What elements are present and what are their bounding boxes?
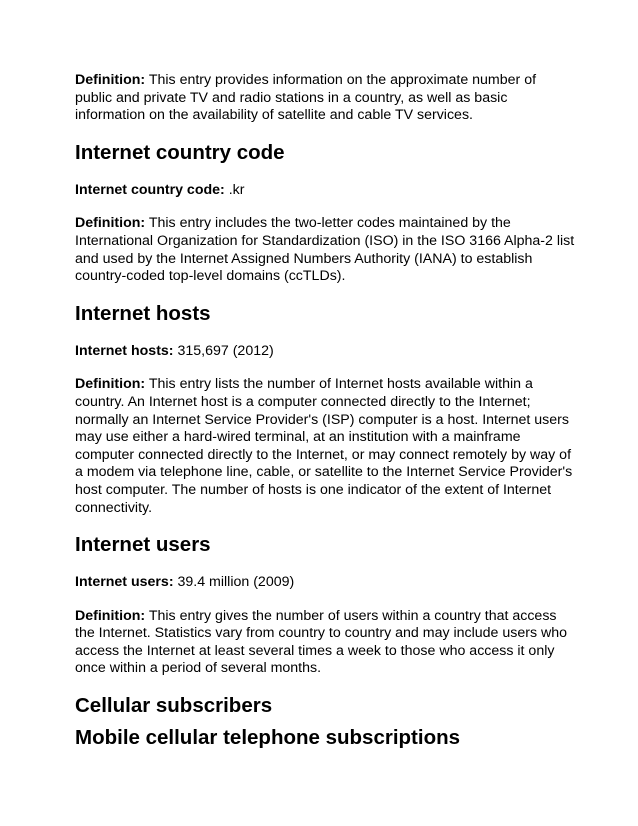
heading-cellular-subscribers: Cellular subscribers (75, 694, 273, 718)
definition-label: Definition: (75, 607, 146, 624)
users-definition (75, 608, 575, 678)
document-page (75, 72, 575, 750)
definition-label: Definition: (75, 215, 146, 232)
field-label: Internet users: (75, 574, 174, 591)
definition-text: This entry provides information on the approximate number of public and private TV and radio stations in a country, as well as basic information on the availability of satellite and cable TV services. (75, 72, 537, 124)
definition-text: This entry includes the two-letter codes maintained by the International Organization for Standardization (ISO) in the ISO 3166 Alpha-2 list and used by the Internet Assigned Numbers Authority (IANA) to establish country-coded top-level domains (ccTLDs). (75, 215, 575, 285)
users-field (75, 574, 575, 592)
field-label: Internet hosts: (75, 342, 174, 359)
field-label: Internet country code: (75, 181, 225, 198)
definition-label: Definition: (75, 376, 146, 393)
definition-text: This entry lists the number of Internet hosts available within a country. An Internet host is a computer connected directly to the Internet; normally an Internet Service Provider's (ISP) computer is a host. Internet users may use either a hard-wired terminal, at an institution with a mainframe computer connected directly to the Internet, or may connect remotely by way of a modem via telephone line, cable, or satellite to the Internet Service Provider's host computer. The number of hosts is one indicator of the extent of Internet connectivity. (75, 376, 573, 516)
hosts-field (75, 343, 575, 361)
heading-internet-hosts: Internet hosts (75, 301, 211, 325)
hosts-definition (75, 376, 575, 517)
field-value: .kr (224, 181, 245, 198)
heading-internet-country-code: Internet country code (75, 140, 285, 164)
heading-mobile-cellular-subscriptions: Mobile cellular telephone subscriptions (75, 726, 461, 750)
tv-definition (75, 72, 575, 125)
field-value: 39.4 million (2009) (173, 574, 295, 591)
field-value: 315,697 (2012) (173, 342, 274, 359)
definition-text: This entry gives the number of users within a country that access the Internet. Statistics vary from country to country and may include users who access the Internet at least several times a week to those who access it only once within a period of several months. (75, 607, 568, 677)
definition-label: Definition: (75, 72, 146, 88)
country-code-field (75, 182, 575, 200)
heading-internet-users: Internet users (75, 533, 211, 557)
country-code-definition (75, 215, 575, 285)
